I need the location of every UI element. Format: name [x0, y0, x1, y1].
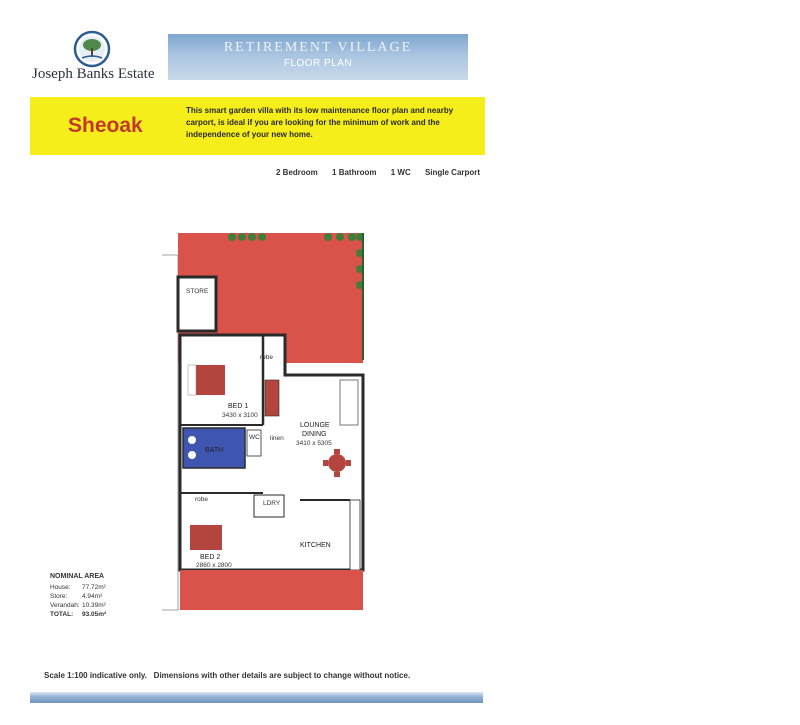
kitchen-label: KITCHEN	[300, 542, 331, 549]
robe2-label: robe	[195, 496, 209, 503]
bedroom-count: 2 Bedroom	[276, 168, 318, 177]
brand-name: Joseph Banks Estate	[32, 66, 155, 82]
robe1-label: robe	[260, 354, 274, 361]
banner-title: RETIREMENT VILLAGE	[223, 40, 413, 55]
room-summary	[276, 168, 492, 177]
villa-description: This smart garden villa with its low maintenance floor plan and nearby carport, is ideal if you are looking for the minimum of work and the independence of your new home.	[186, 106, 454, 139]
carport-info: Single Carport	[424, 168, 481, 177]
bathroom-count: 1 Bathroom	[332, 168, 377, 177]
area-row	[50, 601, 106, 610]
store-label: STORE	[186, 288, 209, 295]
area-row	[50, 583, 106, 592]
ldry-label: LDRY	[263, 500, 281, 507]
scale-note: Scale 1:100 indicative only. Dimensions with other details are subject to change without notice.	[44, 671, 411, 680]
area-total-value: 93.05m²	[82, 611, 107, 618]
area-row	[50, 592, 106, 601]
footer-bar	[30, 692, 483, 703]
area-value: 4.94m²	[82, 593, 103, 600]
bed2-label: BED 2	[200, 554, 221, 561]
bed1-label: BED 1	[228, 403, 249, 410]
nominal-area-heading: NOMINAL AREA	[50, 573, 105, 580]
wc-count: 1 WC	[390, 168, 411, 177]
bed1-dims: 3430 x 3100	[222, 412, 258, 419]
lounge-label: LOUNGE	[300, 422, 330, 429]
area-label: Verandah:	[50, 602, 80, 609]
area-value: 77.72m²	[82, 584, 106, 591]
area-total-label: TOTAL:	[50, 611, 74, 618]
tree-circle-icon	[72, 30, 112, 68]
verandah	[180, 570, 363, 610]
dining-label: DINING	[302, 431, 327, 438]
area-total-row	[50, 610, 106, 619]
linen-label: linen	[270, 435, 284, 442]
area-value: 10.39m²	[82, 602, 106, 609]
floor-plan	[150, 225, 380, 620]
area-label: Store:	[50, 593, 68, 600]
header-banner	[168, 34, 468, 80]
villa-name: Sheoak	[68, 114, 143, 137]
lounge-dims: 3410 x 5305	[296, 440, 332, 447]
banner-subtitle: FLOOR PLAN	[283, 58, 353, 69]
area-label: House:	[50, 584, 71, 591]
bed2-dims: 2860 x 2800	[196, 562, 232, 569]
nominal-area-table	[50, 572, 106, 619]
bath-label: BATH	[205, 447, 224, 454]
wc-label: WC	[249, 434, 260, 441]
